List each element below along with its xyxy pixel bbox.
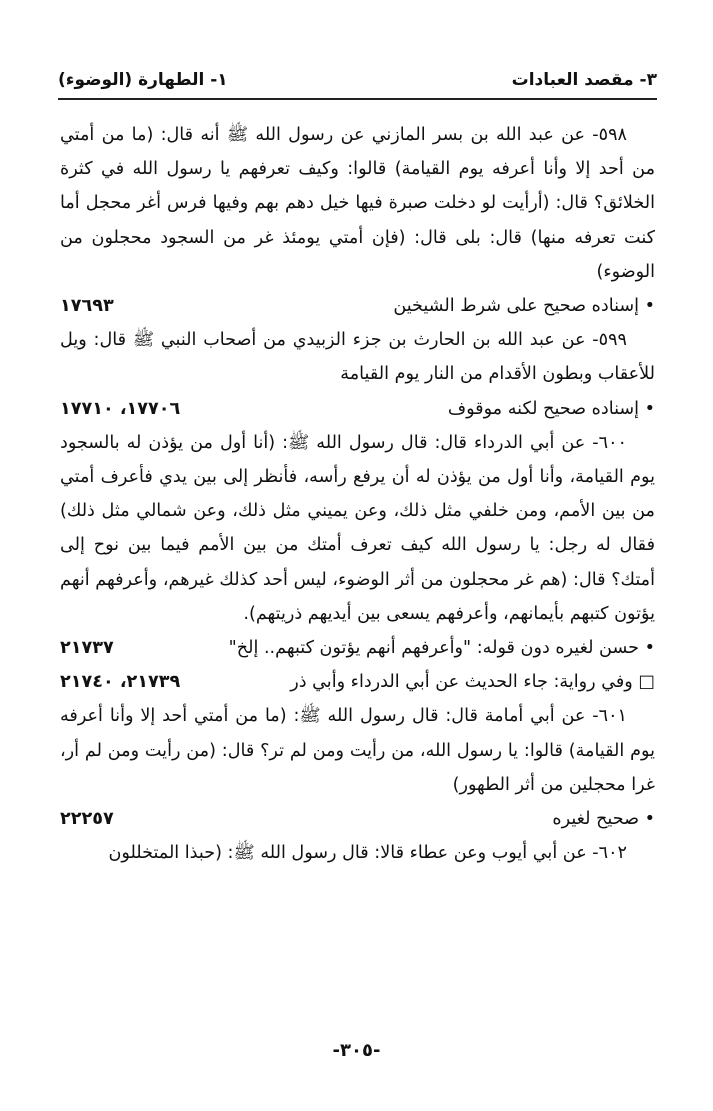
page-body (60, 118, 655, 870)
variant-note: □ وفي رواية: جاء الحديث عن أبي الدرداء وأبي ذر (290, 672, 655, 693)
header-chapter-title: ١- الطهارة (الوضوء) (58, 70, 228, 90)
hadith-600-variant (60, 665, 655, 699)
grading-note: • صحيح لغيره (552, 809, 655, 830)
header-divider (58, 98, 657, 100)
hadith-599-text: ٥٩٩- عن عبد الله بن الحارث بن جزء الزبيدي من أصحاب النبي ﷺ قال: ويل للأعقاب وبطون الأقدام من النار يوم القيامة (60, 330, 655, 385)
reference-numbers: ١٧٧٠٦، ١٧٧١٠ (60, 398, 181, 419)
hadith-601-grading (60, 802, 655, 836)
hadith-598-text: ٥٩٨- عن عبد الله بن بسر المازني عن رسول الله ﷺ أنه قال: (ما من أمتي من أحد إلا وأنا أعرفه يوم القيامة) قالوا: وكيف تعرفهم يا رسول الله في كثرة الخلائق؟ قال: (أرأيت لو دخلت صبرة فيها خيل دهم بهم وفيها فرس أغر محجل أما كنت تعرفه منها) قال: بلى قال: (فإن أمتي يومئذ غر من السجود محجلون من الوضوء) (60, 125, 655, 282)
hadith-602-text: ٦٠٢- عن أبي أيوب وعن عطاء قالا: قال رسول الله ﷺ: (حبذا المتخللون (108, 843, 627, 864)
hadith-601-text: ٦٠١- عن أبي أمامة قال: قال رسول الله ﷺ: (ما من أمتي أحد إلا وأنا أعرفه يوم القيامة) قالوا: يا رسول الله، من رأيت ومن لم تر؟ قال: (من رأيت ومن لم أر، غرا محجلين من أثر الطهور) (60, 706, 655, 795)
grading-note: • إسناده صحيح على شرط الشيخين (393, 296, 655, 317)
hadith-599-grading (60, 392, 655, 426)
reference-numbers: ٢١٧٣٩، ٢١٧٤٠ (60, 672, 181, 693)
hadith-598-grading (60, 289, 655, 323)
grading-note: • حسن لغيره دون قوله: "وأعرفهم أنهم يؤتون كتبهم.. إلخ" (228, 638, 655, 659)
reference-numbers: ٢١٧٣٧ (60, 638, 114, 659)
hadith-600-grading (60, 631, 655, 665)
header-section-title: ٣- مقصد العبادات (511, 70, 657, 90)
page-number: -٣٠٥- (332, 1040, 381, 1061)
reference-numbers: ١٧٦٩٣ (60, 296, 114, 317)
running-header (58, 62, 657, 98)
hadith-600-text: ٦٠٠- عن أبي الدرداء قال: قال رسول الله ﷺ: (أنا أول من يؤذن له بالسجود يوم القيامة، وأنا أول من يؤذن له أن يرفع رأسه، فأنظر إلى بين يدي فأعرف أمتي من بين الأمم، ومن خلفي مثل ذلك، وعن يميني مثل ذلك، وعن شمالي مثل ذلك) فقال له رجل: يا رسول الله كيف تعرف أمتك من بين الأمم فيما بين نوح إلى أمتك؟ قال: (هم غر محجلون من أثر الوضوء، ليس أحد كذلك غيرهم، وأعرفهم أنهم يؤتون كتبهم بأيمانهم، وأعرفهم يسعى بين أيديهم ذريتهم). (60, 432, 655, 624)
reference-numbers: ٢٢٢٥٧ (60, 809, 114, 830)
grading-note: • إسناده صحيح لكنه موقوف (447, 398, 655, 419)
